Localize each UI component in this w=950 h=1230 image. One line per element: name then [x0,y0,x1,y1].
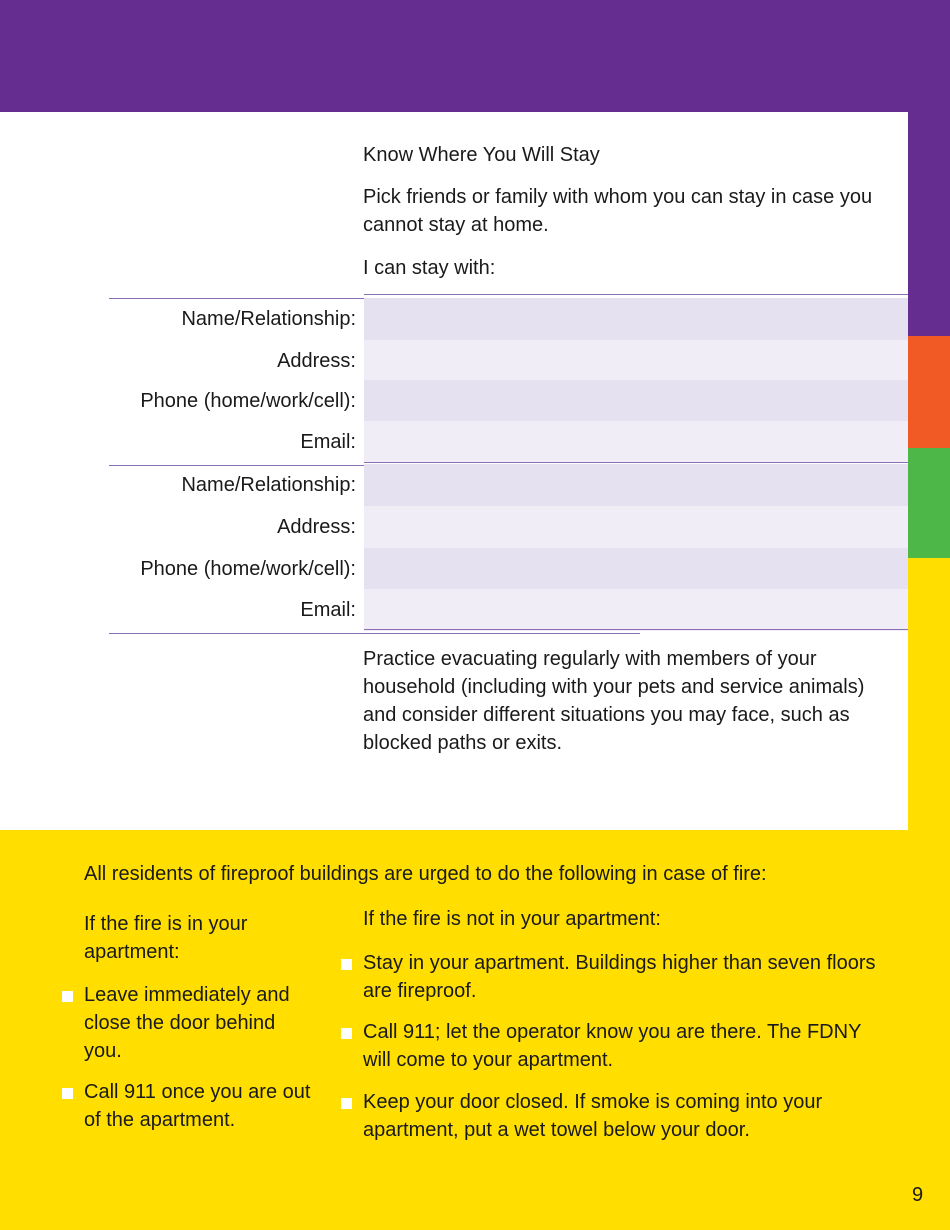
side-tab-purple [908,0,950,336]
practice-paragraph: Practice evacuating regularly with members of your household (including with your pets and service animals) and consider different situations you may face, such as blocked paths or exits. [363,648,865,754]
phone-field-1[interactable] [364,380,908,422]
form-row [0,421,908,463]
list-item-text: Leave immediately and close the door behind you. [84,984,290,1062]
bullet-square-icon [62,991,73,1002]
page-number: 9 [912,1184,924,1206]
section-title: Know Where You Will Stay [363,144,600,166]
list-item [84,1078,314,1134]
divider [364,294,908,295]
form-row [0,340,908,382]
fire-intro: All residents of fireproof buildings are urged to do the following in case of fire: [84,863,767,885]
list-item [363,1018,863,1074]
form-row [0,589,908,631]
form-row [0,298,908,340]
list-item-text: Keep your door closed. If smoke is coming into your apartment, put a wet towel below your door. [363,1091,823,1141]
address-label: Address: [277,350,356,372]
address-field-2[interactable] [364,506,908,548]
email-label: Email: [300,431,356,453]
section-label: I can stay with: [363,257,496,279]
side-tab-green [908,448,950,558]
bullet-square-icon [341,1028,352,1039]
list-item [363,1088,893,1144]
side-tab-orange [908,336,950,448]
address-label: Address: [277,516,356,538]
form-row [0,380,908,422]
email-label: Email: [300,599,356,621]
list-item [84,981,294,1065]
divider [364,629,908,630]
address-field-1[interactable] [364,340,908,382]
list-item-text: Call 911; let the operator know you are there. The FDNY will come to your apartment. [363,1021,862,1071]
email-field-2[interactable] [364,589,908,631]
top-color-band [0,0,950,112]
form-row [0,464,908,506]
divider [109,633,640,634]
form-row [0,506,908,548]
section-intro: Pick friends or family with whom you can stay in case you cannot stay at home. [363,186,873,236]
list-item-text: Stay in your apartment. Buildings higher than seven floors are fireproof. [363,952,876,1002]
phone-field-2[interactable] [364,548,908,590]
email-field-1[interactable] [364,421,908,463]
fire-not-in-apartment-title: If the fire is not in your apartment: [363,908,661,930]
form-row [0,548,908,590]
name-relationship-label: Name/Relationship: [181,474,356,496]
list-item-text: Call 911 once you are out of the apartment. [84,1081,311,1131]
list-item [363,949,893,1005]
phone-label: Phone (home/work/cell): [140,390,356,412]
phone-label: Phone (home/work/cell): [140,558,356,580]
name-relationship-field-2[interactable] [364,464,908,506]
name-relationship-label: Name/Relationship: [181,308,356,330]
name-relationship-field-1[interactable] [364,298,908,340]
divider [364,462,908,463]
bullet-square-icon [341,959,352,970]
bullet-square-icon [62,1088,73,1099]
bullet-square-icon [341,1098,352,1109]
fire-in-apartment-title: If the fire is in your apartment: [84,913,248,963]
